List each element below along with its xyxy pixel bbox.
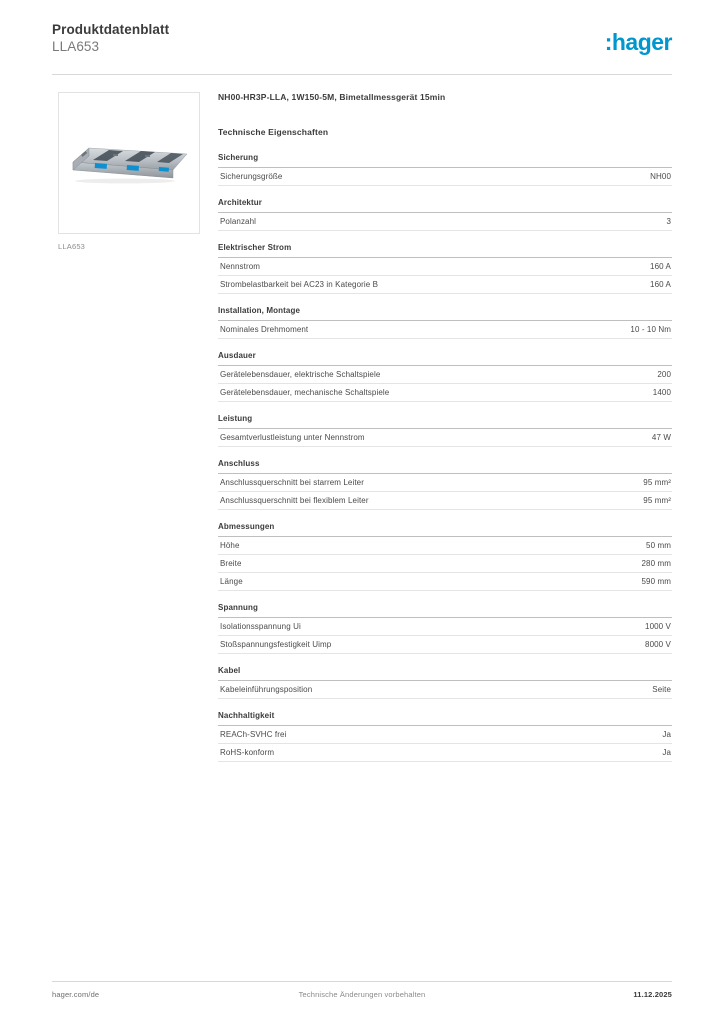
spec-value: 8000 V bbox=[645, 639, 671, 649]
spec-group bbox=[218, 198, 672, 231]
spec-value: 200 bbox=[657, 369, 671, 379]
spec-value: 3 bbox=[666, 216, 671, 226]
product-name: NH00-HR3P-LLA, 1W150-5M, Bimetallmessgerät 15min bbox=[218, 92, 446, 102]
spec-group-title: Elektrischer Strom bbox=[218, 243, 672, 258]
spec-group bbox=[218, 153, 672, 186]
spec-row bbox=[218, 366, 672, 384]
spec-label: Sicherungsgröße bbox=[220, 171, 283, 181]
spec-value: NH00 bbox=[650, 171, 671, 181]
spec-group bbox=[218, 414, 672, 447]
spec-label: Länge bbox=[220, 576, 243, 586]
product-image bbox=[67, 140, 191, 186]
spec-row bbox=[218, 213, 672, 231]
spec-row bbox=[218, 726, 672, 744]
footer-divider bbox=[52, 981, 672, 982]
footer-disclaimer: Technische Änderungen vorbehalten bbox=[298, 990, 426, 999]
spec-row bbox=[218, 537, 672, 555]
datasheet-content bbox=[218, 92, 672, 774]
spec-row bbox=[218, 555, 672, 573]
spec-group bbox=[218, 351, 672, 402]
spec-label: Strombelastbarkeit bei AC23 in Kategorie B bbox=[220, 279, 379, 289]
hager-logo: :hager bbox=[604, 29, 672, 55]
spec-groups bbox=[218, 153, 672, 762]
spec-group-title: Anschluss bbox=[218, 459, 672, 474]
product-image-panel bbox=[58, 92, 200, 234]
spec-group bbox=[218, 243, 672, 294]
spec-value: Ja bbox=[662, 747, 671, 757]
spec-value: 1000 V bbox=[645, 621, 671, 631]
spec-row bbox=[218, 384, 672, 402]
spec-row bbox=[218, 492, 672, 510]
spec-group-title: Nachhaltigkeit bbox=[218, 711, 672, 726]
spec-group-title: Ausdauer bbox=[218, 351, 672, 366]
spec-label: REACh-SVHC frei bbox=[220, 729, 287, 739]
spec-group bbox=[218, 522, 672, 591]
spec-label: Breite bbox=[220, 558, 242, 568]
spec-group bbox=[218, 306, 672, 339]
spec-group bbox=[218, 666, 672, 699]
spec-row bbox=[218, 618, 672, 636]
spec-label: Nennstrom bbox=[220, 261, 261, 271]
footer-website-link[interactable]: hager.com/de bbox=[52, 990, 100, 999]
spec-row bbox=[218, 474, 672, 492]
spec-group-title: Installation, Montage bbox=[218, 306, 672, 321]
spec-value: 47 W bbox=[651, 432, 671, 442]
spec-value: 10 - 10 Nm bbox=[630, 324, 671, 334]
spec-label: Gerätelebensdauer, mechanische Schaltspiele bbox=[220, 387, 390, 397]
spec-row bbox=[218, 321, 672, 339]
footer-date: 11.12.2025 bbox=[633, 990, 672, 999]
product-image-caption: LLA653 bbox=[58, 242, 86, 251]
spec-value: 160 A bbox=[650, 279, 671, 289]
spec-label: Isolationsspannung Ui bbox=[220, 621, 301, 631]
page-footer bbox=[52, 990, 672, 1004]
spec-group-title: Spannung bbox=[218, 603, 672, 618]
spec-group bbox=[218, 459, 672, 510]
spec-group-title: Architektur bbox=[218, 198, 672, 213]
spec-row bbox=[218, 744, 672, 762]
spec-label: Gesamtverlustleistung unter Nennstrom bbox=[220, 432, 365, 442]
spec-value: 280 mm bbox=[641, 558, 671, 568]
spec-group bbox=[218, 603, 672, 654]
spec-label: Gerätelebensdauer, elektrische Schaltspiele bbox=[220, 369, 381, 379]
spec-group-title: Sicherung bbox=[218, 153, 672, 168]
header-divider bbox=[52, 74, 672, 75]
spec-row bbox=[218, 168, 672, 186]
spec-label: Anschlussquerschnitt bei flexiblem Leiter bbox=[220, 495, 369, 505]
spec-value: 95 mm² bbox=[643, 495, 671, 505]
section-heading-technical: Technische Eigenschaften bbox=[218, 127, 329, 137]
spec-label: Anschlussquerschnitt bei starrem Leiter bbox=[220, 477, 364, 487]
spec-group-title: Leistung bbox=[218, 414, 672, 429]
spec-value: 160 A bbox=[650, 261, 671, 271]
spec-row bbox=[218, 429, 672, 447]
spec-row bbox=[218, 573, 672, 591]
spec-value: 95 mm² bbox=[643, 477, 671, 487]
spec-row bbox=[218, 276, 672, 294]
spec-row bbox=[218, 258, 672, 276]
spec-group-title: Abmessungen bbox=[218, 522, 672, 537]
spec-label: Stoßspannungsfestigkeit Uimp bbox=[220, 639, 332, 649]
spec-value: Ja bbox=[662, 729, 671, 739]
spec-value: Seite bbox=[652, 684, 671, 694]
spec-label: Kabeleinführungsposition bbox=[220, 684, 313, 694]
spec-group bbox=[218, 711, 672, 762]
spec-label: RoHS-konform bbox=[220, 747, 275, 757]
page-subtitle: LLA653 bbox=[52, 39, 100, 54]
page-title: Produktdatenblatt bbox=[52, 22, 170, 37]
spec-label: Polanzahl bbox=[220, 216, 257, 226]
spec-label: Nominales Drehmoment bbox=[220, 324, 309, 334]
spec-value: 1400 bbox=[652, 387, 671, 397]
spec-row bbox=[218, 636, 672, 654]
spec-value: 50 mm bbox=[646, 540, 671, 550]
spec-label: Höhe bbox=[220, 540, 240, 550]
spec-value: 590 mm bbox=[641, 576, 671, 586]
page-header bbox=[52, 22, 672, 70]
spec-row bbox=[218, 681, 672, 699]
spec-group-title: Kabel bbox=[218, 666, 672, 681]
